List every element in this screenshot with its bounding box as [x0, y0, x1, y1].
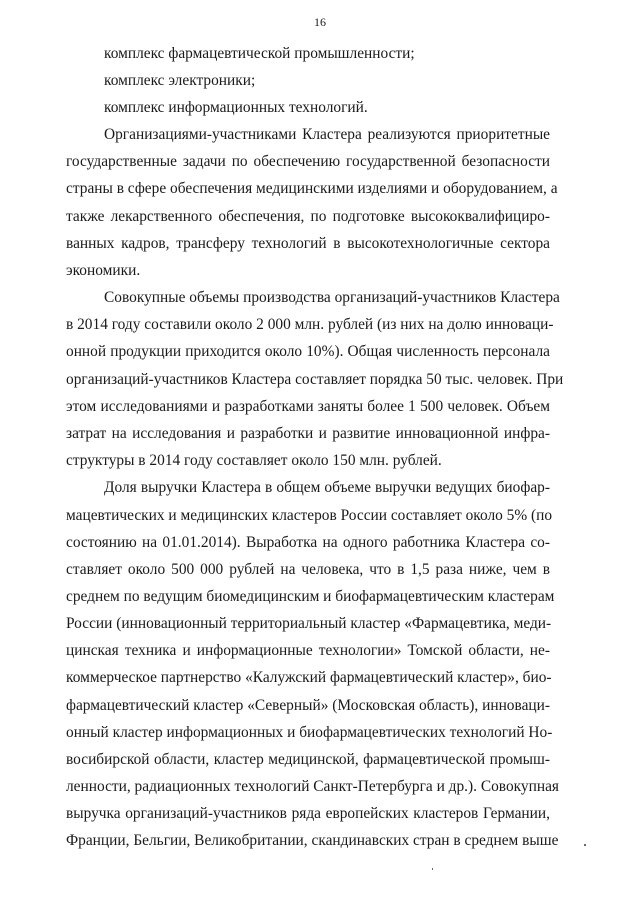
paragraph-line: ленности, радиационных технологий Санкт-Петербурга и др.). Совокупная — [66, 778, 560, 795]
paragraph-line: выручка организаций-участников ряда европейских кластеров Германии, — [66, 805, 550, 822]
paragraph-line: этом исследованиями и разработками заняты более 1 500 человек. Объем — [66, 398, 550, 415]
paragraph-line: государственные задачи по обеспечению государственной безопасности — [66, 153, 550, 170]
paragraph-line: затрат на исследования и разработки и развитие инновационной инфра- — [66, 425, 550, 442]
paragraph-line: экономики. — [66, 262, 141, 279]
list-item: комплекс информационных технологий. — [104, 99, 368, 116]
paragraph-line: онный кластер информационных и биофармацевтических технологий Но- — [66, 724, 553, 741]
scan-speck — [584, 844, 586, 846]
paragraph-line: коммерческое партнерство «Калужский фармацевтический кластер», био- — [66, 669, 552, 686]
paragraph-line: восибирской области, кластер медицинской, фармацевтической промыш- — [66, 751, 550, 768]
paragraph-line: ставляет около 500 000 рублей на человека, что в 1,5 раза ниже, чем в — [66, 561, 550, 578]
list-item: комплекс электроники; — [104, 72, 256, 89]
paragraph-line: Совокупные объемы производства организаций-участников Кластера — [104, 289, 560, 306]
paragraph-line: мацевтических и медицинских кластеров России составляет около 5% (по — [66, 507, 553, 524]
paragraph-line: структуры в 2014 году составляет около 150 млн. рублей. — [66, 452, 442, 469]
paragraph-line: Франции, Бельгии, Великобритании, скандинавских стран в среднем выше — [66, 832, 559, 849]
paragraph-line: Организациями-участниками Кластера реализуются приоритетные — [104, 126, 550, 143]
paragraph-line: страны в сфере обеспечения медицинскими изделиями и оборудованием, а — [66, 180, 558, 197]
paragraph-line: в 2014 году составили около 2 000 млн. рублей (из них на долю инноваци- — [66, 316, 554, 333]
paragraph-line: состоянию на 01.01.2014). Выработка на одного работника Кластера со- — [66, 534, 550, 551]
page-number: 16 — [314, 15, 326, 29]
paragraph-line: среднем по ведущим биомедицинским и биофармацевтическим кластерам — [66, 588, 555, 605]
scan-speck — [432, 868, 433, 870]
paragraph-line: России (инновационный территориальный кластер «Фармацевтика, меди- — [66, 615, 552, 632]
paragraph-line: фармацевтический кластер «Северный» (Московская область), инноваци- — [66, 697, 550, 714]
paragraph-line: ванных кадров, трансферу технологий в высокотехнологичные сектора — [66, 235, 550, 252]
paragraph-line: цинская техника и информационные технологии» Томской области, не- — [66, 642, 550, 659]
paragraph-line: также лекарственного обеспечения, по подготовке высококвалифициро- — [66, 208, 550, 225]
paragraph-line: онной продукции приходится около 10%). Общая численность персонала — [66, 343, 550, 360]
list-item: комплекс фармацевтической промышленности; — [104, 45, 415, 62]
paragraph-line: Доля выручки Кластера в общем объеме выручки ведущих биофар- — [104, 479, 550, 496]
paragraph-line: организаций-участников Кластера составляет порядка 50 тыс. человек. При — [66, 371, 564, 388]
